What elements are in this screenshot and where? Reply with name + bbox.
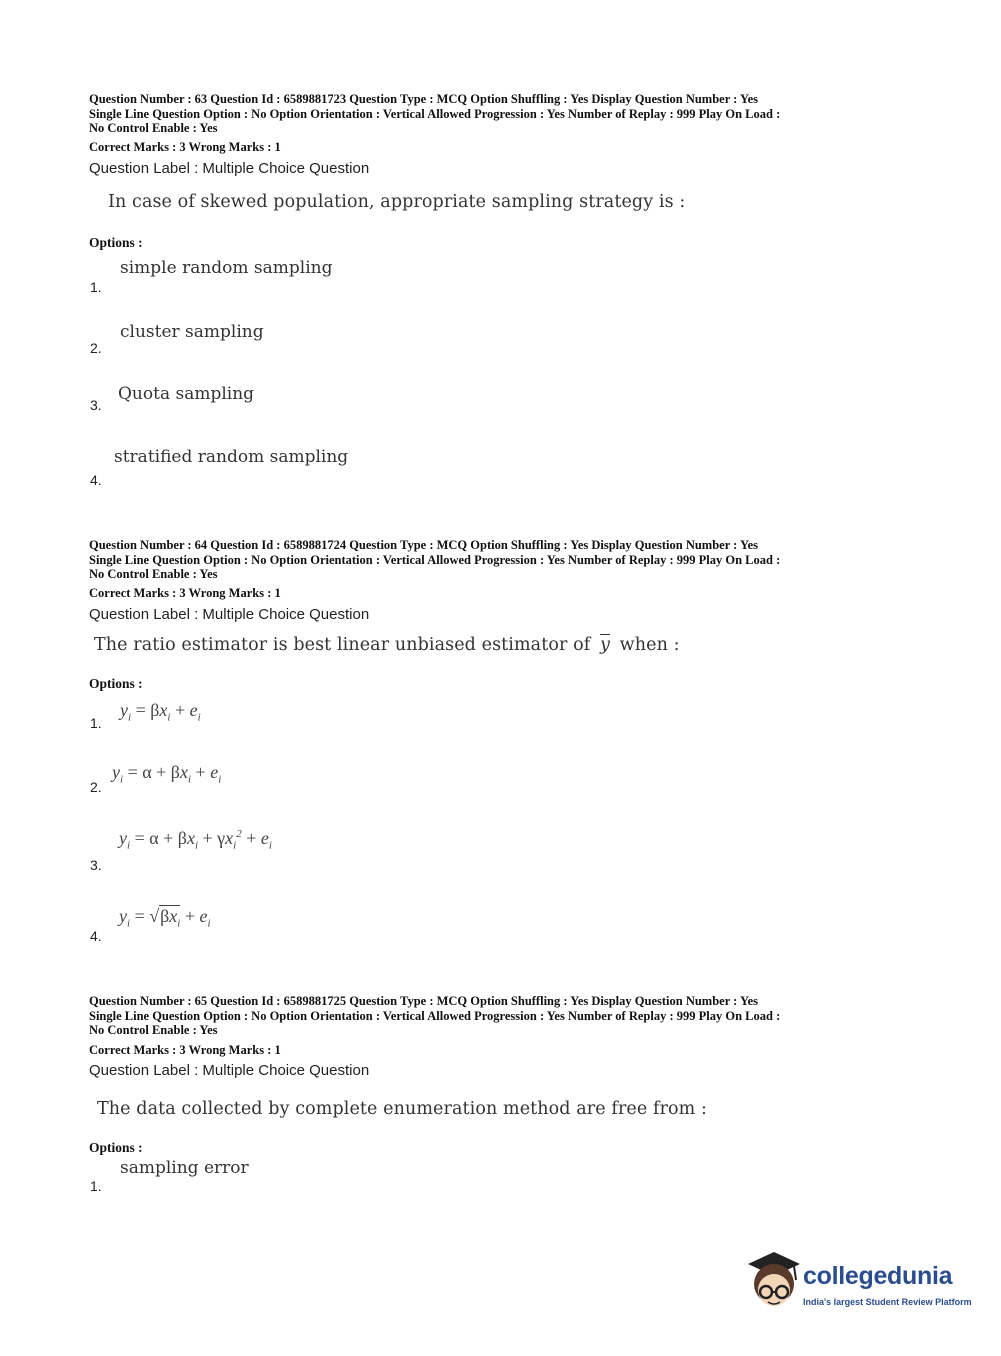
option-text[interactable]: Quota sampling bbox=[118, 384, 255, 404]
question-text-part: when : bbox=[619, 635, 680, 655]
meta-line: Question Number : 65 Question Id : 6589881725 Question Type : MCQ Option Shuffling : Yes Display Question Number : Yes bbox=[89, 994, 759, 1008]
question-63-marks: Correct Marks : 3 Wrong Marks : 1 bbox=[89, 140, 281, 154]
option-equation[interactable]: $y_i = √\beta x_i + e_i$ bbox=[119, 906, 211, 930]
meta-line: No Control Enable : Yes bbox=[89, 567, 218, 581]
option-number: 1. bbox=[90, 1178, 102, 1194]
question-64-label: Question Label : Multiple Choice Question bbox=[89, 606, 370, 623]
option-text[interactable]: sampling error bbox=[120, 1158, 249, 1178]
question-65-label: Question Label : Multiple Choice Question bbox=[89, 1062, 370, 1079]
mascot-logo-icon bbox=[740, 1248, 806, 1320]
option-text[interactable]: cluster sampling bbox=[120, 322, 264, 342]
option-equation[interactable]: $y_i = \alpha + \beta x_i + \gamma x_i^2 + e_i$ bbox=[119, 828, 272, 852]
option-number: 4. bbox=[90, 472, 102, 488]
option-equation[interactable]: $y_i = \beta x_i + e_i$ bbox=[120, 700, 201, 724]
option-number: 4. bbox=[90, 928, 102, 944]
option-text[interactable]: simple random sampling bbox=[120, 258, 333, 278]
question-65-meta bbox=[89, 994, 919, 1038]
question-64-marks: Correct Marks : 3 Wrong Marks : 1 bbox=[89, 586, 281, 600]
option-number: 3. bbox=[90, 397, 102, 413]
question-65-text: The data collected by complete enumeration method are free from : bbox=[97, 1099, 708, 1119]
option-text[interactable]: stratified random sampling bbox=[114, 447, 349, 467]
option-number: 1. bbox=[90, 715, 102, 731]
option-equation[interactable]: $y_i = \alpha + \beta x_i + e_i$ bbox=[112, 762, 222, 786]
meta-line: Single Line Question Option : No Option Orientation : Vertical Allowed Progression : Yes Number of Replay : 999 Play On Load : bbox=[89, 106, 781, 121]
question-64-meta bbox=[89, 538, 919, 582]
question-63-options-heading: Options : bbox=[89, 235, 143, 250]
meta-line: No Control Enable : Yes bbox=[89, 1023, 218, 1037]
option-number: 3. bbox=[90, 857, 102, 873]
meta-line: Single Line Question Option : No Option Orientation : Vertical Allowed Progression : Yes Number of Replay : 999 Play On Load : bbox=[89, 552, 781, 567]
question-text-part: The ratio estimator is best linear unbiased estimator of bbox=[94, 635, 591, 655]
brand-name: collegedunia bbox=[803, 1262, 953, 1290]
question-64-options-heading: Options : bbox=[89, 676, 143, 691]
option-number: 1. bbox=[90, 279, 102, 295]
question-63-text: In case of skewed population, appropriate sampling strategy is : bbox=[108, 192, 686, 212]
meta-line: No Control Enable : Yes bbox=[89, 121, 218, 135]
option-number: 2. bbox=[90, 779, 102, 795]
y-bar-symbol: $\overline{y}$ bbox=[600, 635, 610, 655]
option-number: 2. bbox=[90, 340, 102, 356]
meta-line: Single Line Question Option : No Option Orientation : Vertical Allowed Progression : Yes Number of Replay : 999 Play On Load : bbox=[89, 1008, 781, 1023]
question-65-options-heading: Options : bbox=[89, 1140, 143, 1155]
meta-line: Question Number : 63 Question Id : 6589881723 Question Type : MCQ Option Shuffling : Yes Display Question Number : Yes bbox=[89, 92, 759, 106]
question-64-text bbox=[94, 635, 680, 655]
question-65-marks: Correct Marks : 3 Wrong Marks : 1 bbox=[89, 1043, 281, 1057]
meta-line: Question Number : 64 Question Id : 6589881724 Question Type : MCQ Option Shuffling : Yes Display Question Number : Yes bbox=[89, 538, 759, 552]
question-63-meta bbox=[89, 92, 919, 136]
question-63-label: Question Label : Multiple Choice Question bbox=[89, 160, 370, 177]
brand-tagline: India's largest Student Review Platform bbox=[803, 1297, 972, 1307]
